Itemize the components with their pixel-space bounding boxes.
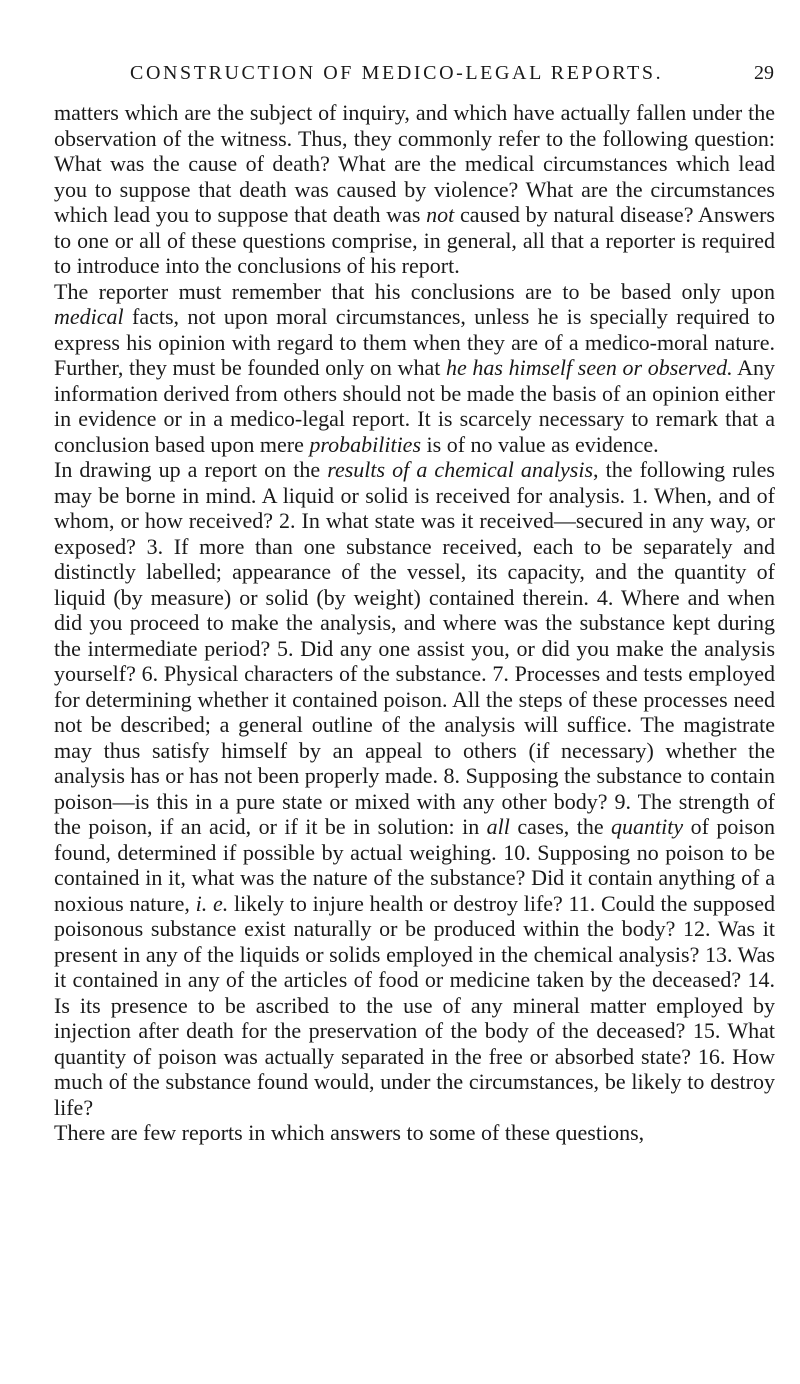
italic-run: probabilities <box>309 431 422 457</box>
italic-run: results of a chemical analysis <box>327 457 594 482</box>
italic-run: he has himself seen or observed. <box>445 355 733 380</box>
text-run: Any information derived from others should not be made the basis of an opinion either in evidence or in a medico-legal report. It is scarcely necessary to remark that a conclusion based upon mere <box>54 355 775 457</box>
text-run: , the following rules may be borne in mind. A liquid or solid is received for analysis. 1. When, and of whom, or how received? 2. In what state was it received—secured in any way, or exposed? 3. If more than one substance received, each to be separately and distinctly labelled; appearance of the vessel, its capacity, and the quantity of liquid (by measure) or solid (by weight) contained therein. 4. Where and when did you proceed to make the analysis, and where was the substance kept during the intermediate period? 5. Did any one assist you, or did you make the analysis yourself? 6. Physical characters of the substance. 7. Processes and tests employed for determining whether it contained poison. All the steps of these processes need not be described; a general outline of the analysis will suffice. The magistrate may thus satisfy himself by an appeal to others (if necessary) whether the analysis has or has not been properly made. 8. Supposing the substance to contain poison—is this in a pure state or mixed with any other body? 9. The strength of the poison, if an acid, or if it be in solution: in <box>54 457 775 839</box>
running-title: CONSTRUCTION OF MEDICO-LEGAL REPORTS. <box>130 62 664 84</box>
paragraph-4 <box>54 1120 775 1146</box>
page-number: 29 <box>754 62 774 84</box>
text-run: matters which are the subject of inquiry, and which have actually fallen under the observation of the witness. Thus, they commonly refer to the following question: What was the cause of death? What are the medical circumstances which lead you to suppose that death was caused by violence? What are the circumstances which lead you to suppose that death was <box>54 100 775 227</box>
italic-run: not <box>426 202 455 227</box>
paragraph-3 <box>54 457 775 1120</box>
paragraph-2 <box>54 279 775 458</box>
text-run: is of no value as evidence. <box>421 431 659 457</box>
text-run: of poison found, determined if possible by actual weighing. 10. Supposing no poison to be contained in it, what was the nature of the substance? Did it contain anything of a noxious nature, <box>54 814 776 916</box>
text-run: The reporter must remember that his conclusions are to be based only upon <box>54 278 775 304</box>
text-run: cases, the <box>509 814 612 839</box>
paragraph-1 <box>54 100 775 279</box>
text-run: caused by natural disease? Answers to one or all of these questions comprise, in general, all that a reporter is required to introduce into the conclusions of his report. <box>54 202 775 278</box>
body-text <box>54 100 775 1146</box>
text-run: facts, not upon moral circumstances, unless he is specially required to express his opinion with regard to them when they are of a medico-moral nature. Further, they must be founded only on what <box>54 304 775 380</box>
italic-run: i. e. <box>195 890 229 916</box>
text-run: In drawing up a report on the <box>54 457 328 482</box>
italic-run: quantity <box>611 814 684 839</box>
running-head <box>54 58 774 88</box>
text-run: There are few reports in which answers to some of these questions, <box>54 1120 645 1145</box>
italic-run: medical <box>54 304 124 329</box>
text-run: likely to injure health or destroy life? 11. Could the supposed poisonous substance exist naturally or be produced within the body? 12. Was it present in any of the liquids or solids employed in the chemical analysis? 13. Was it contained in any of the articles of food or medicine taken by the deceased? 14. Is its presence to be ascribed to the use of any mineral matter employed by injection after death for the preservation of the body of the deceased? 15. What quantity of poison was actually separated in the free or absorbed state? 16. How much of the substance found would, under the circumstances, be likely to destroy life? <box>54 890 775 1120</box>
italic-run: all <box>486 814 510 839</box>
